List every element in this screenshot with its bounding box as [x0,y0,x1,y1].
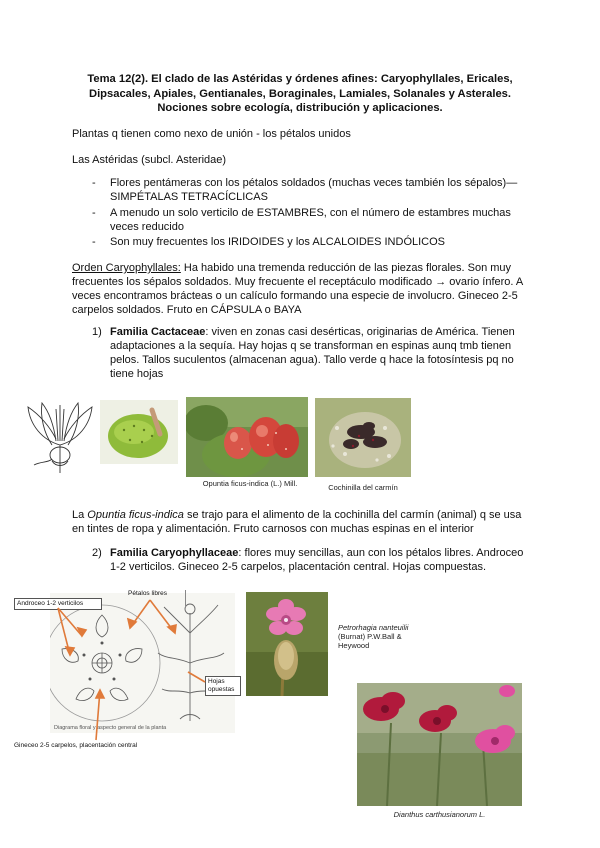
bullet-dash: - [92,207,96,219]
title-line-2: Dipsacales, Apiales, Gentianales, Boraginales, Lamiales, Solanales y Asterales. [88,87,511,100]
opuntia-text-post: se trajo para el alimento de la cochinilla del carmín (animal) q se usa en tintes de ropa y alimentación. Fruto carnosos con muchas espinas en el interior [72,509,522,535]
caption-petrorhagia-author-2: Heywood [338,641,370,650]
dianthus-photo [357,683,522,806]
caption-cochinilla: Cochinilla del carmín [328,483,398,492]
bullet-text: Flores pentámeras con los pétalos soldados (muchas veces también los sépalos)—SIMPÉTALAS TETRACÍCLICAS [110,177,518,203]
petrorhagia-photo [246,592,328,696]
caryophyllales-label: Orden Caryophyllales: [72,262,181,274]
label-petalos: Pétalos libres [128,590,168,597]
familia-text: : flores muy sencillas, aun con los pétalos libres. Androceo 1-2 verticilos. Gineceo 2-5 carpelos, placentación central. Hojas compuestas. [110,547,524,573]
bullet-text: A menudo un solo verticilo de ESTAMBRES, con el número de estambres muchas veces reducido [110,207,511,233]
label-gineceo: Gineceo 2-5 carpelos, placentación central [14,742,138,749]
bullet-dash: - [92,177,96,189]
label-androceo: Androceo 1-2 verticilos [14,598,102,610]
asteridas-heading: Las Astéridas (subcl. Asteridae) [72,154,227,166]
bullet-text: Son muy frecuentes los IRIDOIDES y los ALCALOIDES INDÓLICOS [110,236,446,248]
figure-caption: Diagrama floral y aspecto general de la planta [54,725,167,731]
intro-paragraph: Plantas q tienen como nexo de unión - los pétalos unidos [72,128,351,140]
familia-name: Familia Caryophyllaceae [110,547,239,559]
caption-petrorhagia-author: (Burnat) P.W.Ball & [338,632,402,641]
title-line-1: Tema 12(2). El clado de las Astéridas y órdenes afines: Caryophyllales, Ericales, [87,73,513,85]
list-number: 2) [92,547,102,559]
opuntia-species: Opuntia ficus-indica [87,509,184,521]
caption-petrorhagia-name: Petrorhagia nanteuilii [338,623,409,632]
bullet-dash: - [92,236,96,248]
list-number: 1) [92,326,102,338]
caption-opuntia: Opuntia ficus-indica (L.) Mill. [202,479,298,488]
familia-name: Familia Cactaceae [110,326,206,338]
label-hojas: Hojas opuestas [205,676,241,696]
caryophyllales-text: Ha habido una tremenda reducción de las piezas florales. Son muy frecuentes los sépalos soldados. Muy frecuente el receptáculo modificado → ovario ínfero. A veces encontramos brácteas o un calículo formando una especie de involucro. Gineceo 2-5 carpelos soldados. Fruto en CÁPSULA o BAYA [72,262,523,316]
caption-dianthus: Dianthus carthusianorum L. [393,810,486,819]
familia-text: : viven en zonas casi desérticas, originarias de América. Tienen adaptaciones a la sequía. Hay hojas q se transforman en espinas aunq tmb tienen pelos. Tallos suculentos (almacenan agua). Tallo verde q hace la fotosíntesis pq no tiene hojas [110,326,515,380]
opuntia-text-pre: La [72,509,88,521]
title-line-3: Nociones sobre ecología, distribución y aplicaciones. [157,102,443,114]
